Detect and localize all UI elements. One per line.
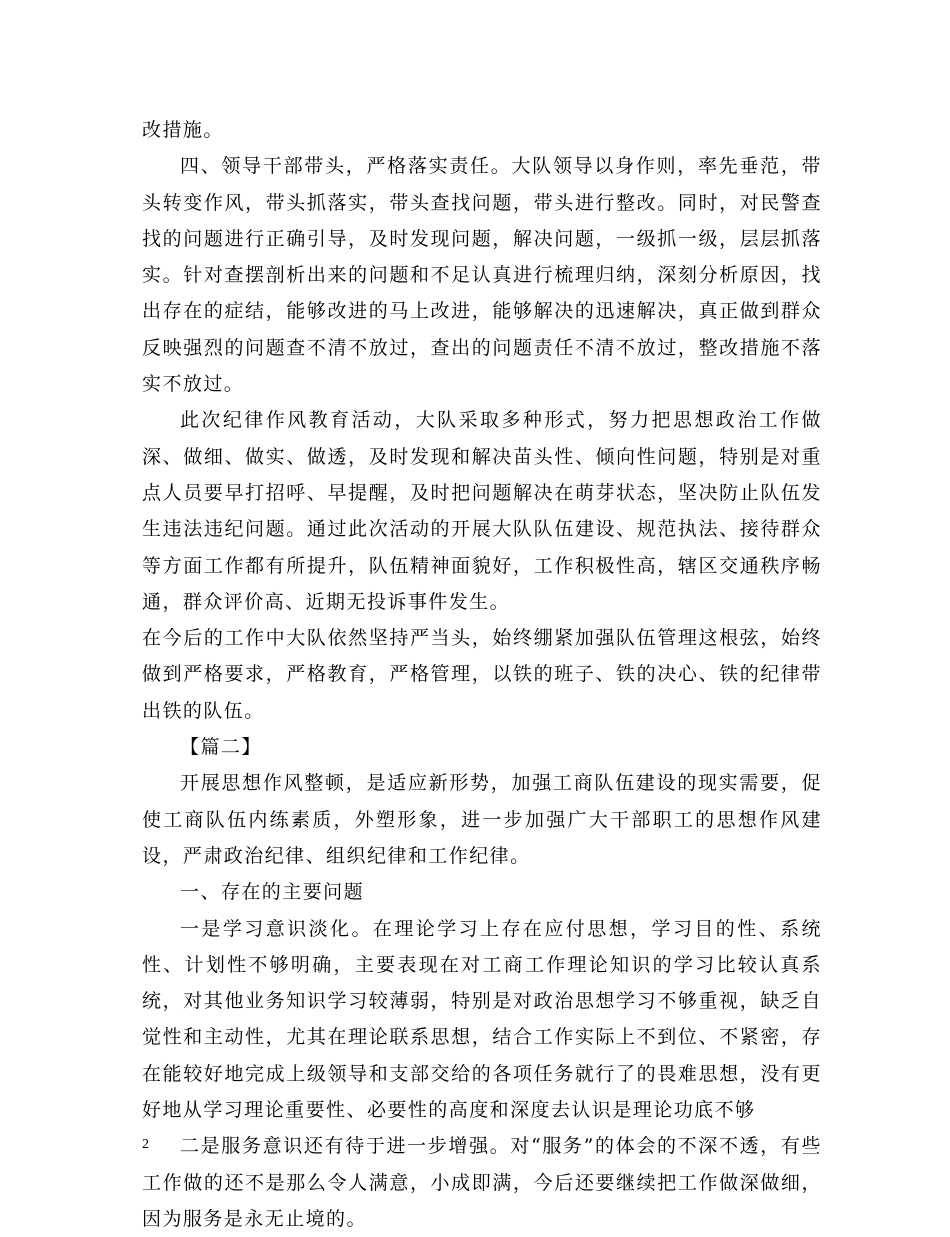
subheading-main-problems: 一、存在的主要问题 <box>180 881 365 904</box>
page-number: 2 <box>142 1137 149 1152</box>
section-heading-part-two: 【篇二】 <box>180 736 262 759</box>
paragraph-learning-awareness: 一是学习意识淡化。在理论学习上存在应付思想，学习目的性、系统性、计划性不够明确，主要表现在对工商工作理论知识的学习比较认真系统，对其他业务知识学习较薄弱，特别是对政治思想学习不够重视，缺乏自觉性和主动性，尤其在理论联系思想，结合工作实际上不到位、不紧密，存在能较好地完成上级领导和支部交给的各项任务就行了的畏难思想，没有更好地从学习理论重要性、必要性的高度和深度去认识是理论功底不够 <box>142 917 822 1122</box>
paragraph-service-awareness: 二是服务意识还有待于进一步增强。对“服务”的体会的不深不透，有些工作做的还不是那么令人满意，小成即满，今后还要继续把工作做深做细，因为服务是永无止境的。 <box>142 1135 822 1230</box>
paragraph-leadership: 四、领导干部带头，严格落实责任。大队领导以身作则，率先垂范，带头转变作风，带头抓落实，带头查找问题，带头进行整改。同时，对民警查找的问题进行正确引导，及时发现问题，解决问题，一级抓一级，层层抓落实。针对查摆剖析出来的问题和不足认真进行梳理归纳，深刻分析原因，找出存在的症结，能够改进的马上改进，能够解决的迅速解决，真正做到群众反映强烈的问题查不清不放过，查出的问题责任不清不放过，整改措施不落实不放过。 <box>142 155 822 396</box>
paragraph-discipline-activity: 此次纪律作风教育活动，大队采取多种形式，努力把思想政治工作做深、做细、做实、做透，及时发现和解决苗头性、倾向性问题，特别是对重点人员要早打招呼、早提醒，及时把问题解决在萌芽状态，坚决防止队伍发生违法违纪问题。通过此次活动的开展大队队伍建设、规范执法、接待群众等方面工作都有所提升，队伍精神面貌好，工作积极性高，辖区交通秩序畅通，群众评价高、近期无投诉事件发生。 <box>142 409 822 613</box>
document-body <box>142 112 822 1237</box>
paragraph-rectification-intro: 开展思想作风整顿，是适应新形势，加强工商队伍建设的现实需要，促使工商队伍内练素质，外塑形象，进一步加强广大干部职工的思想作风建设，严肃政治纪律、组织纪律和工作纪律。 <box>142 772 822 867</box>
paragraph-continuation: 改措施。 <box>142 119 224 141</box>
paragraph-future-work: 在今后的工作中大队依然坚持严当头，始终绷紧加强队伍管理这根弦，始终做到严格要求，严格教育，严格管理，以铁的班子、铁的决心、铁的纪律带出铁的队伍。 <box>142 627 822 722</box>
